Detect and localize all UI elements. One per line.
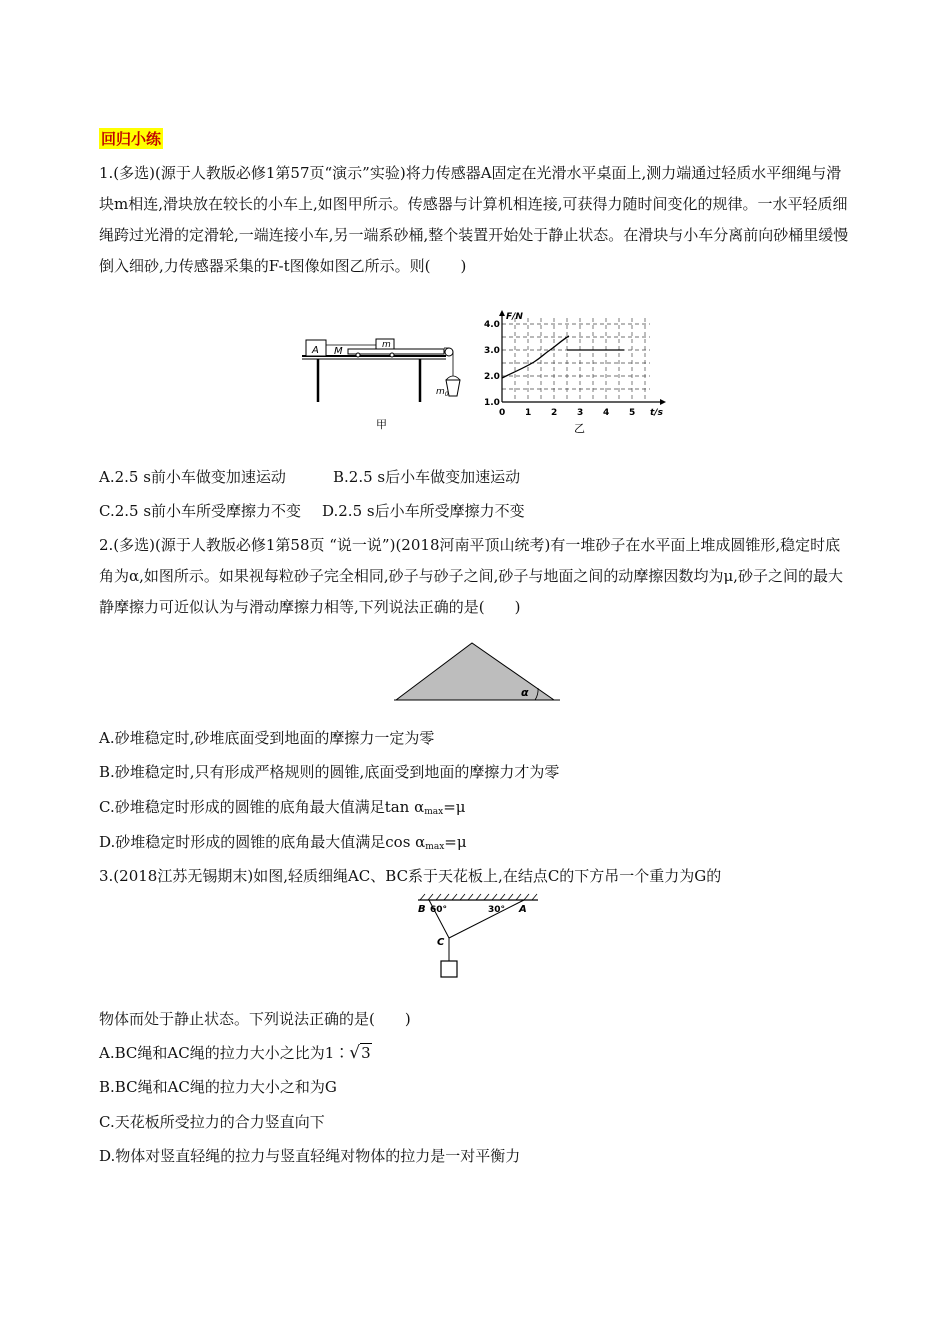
q2-option-b: B.砂堆稳定时,只有形成严格规则的圆锥,底面受到地面的摩擦力才为零 — [99, 763, 560, 781]
q3-option-c: C.天花板所受拉力的合力竖直向下 — [99, 1113, 325, 1131]
label-c: C — [437, 937, 445, 948]
y-tick-label: 4.0 — [484, 320, 500, 330]
y-axis-label: F/N — [506, 312, 523, 322]
x-tick-label: 1 — [525, 408, 532, 418]
y-tick-label: 2.0 — [484, 372, 500, 382]
q2-option-a: A.砂堆稳定时,砂堆底面受到地面的摩擦力一定为零 — [99, 729, 435, 747]
q3-option-b: B.BC绳和AC绳的拉力大小之和为G — [99, 1078, 337, 1096]
grid — [502, 318, 650, 402]
x-tick-label: 4 — [603, 408, 610, 418]
sqrt-sign: √ — [349, 1043, 361, 1063]
label-b: B — [418, 904, 426, 915]
angle-alpha-label: α — [521, 686, 529, 699]
q2-option-d: D.砂堆稳定时形成的圆锥的底角最大值满足$\cos \alpha_{max}=\mu$ — [99, 833, 467, 852]
y-axis-arrow — [499, 310, 505, 316]
cart-m-big — [348, 349, 444, 354]
pulley — [445, 348, 453, 356]
x-tick-label: 5 — [629, 408, 636, 418]
q3-option-a: A.BC绳和AC绳的拉力大小之比为1∶√3 — [99, 1043, 371, 1063]
label-cart-m: M — [334, 346, 343, 357]
x-tick-label: 2 — [551, 408, 558, 418]
q1-figure-b — [484, 310, 684, 435]
label-a: A — [312, 345, 319, 356]
q1-figure-a — [296, 330, 486, 435]
angle-30-label: 30° — [488, 905, 506, 915]
x-axis-arrow — [660, 399, 666, 405]
caption-yi: 乙 — [574, 422, 585, 435]
q2-sand-pile-figure — [394, 640, 560, 704]
q2-stem: 2.(多选)(源于人教版必修1第58页 “说一说”)(2018河南平顶山统考)有一堆砂子在水平面上堆成圆锥形,稳定时底角为α,如图所示。如果视每粒砂子完全相同,砂子与砂子之间,砂子与地面之间的动摩擦因数均为μ,砂子之间的最大静摩擦力可近似认为与滑动摩擦力相等,下列说法正确的是( ) — [99, 536, 843, 616]
q3-stem: 3.(2018江苏无锡期末)如图,轻质细绳AC、BC系于天花板上,在结点C的下方吊一个重力为G的 — [99, 867, 722, 885]
q3-rope-figure — [412, 893, 542, 985]
y-tick-label: 1.0 — [484, 398, 500, 408]
q3-stem-continued: 物体而处于静止状态。下列说法正确的是( ) — [99, 1010, 411, 1028]
x-tick-label: 0 — [499, 408, 506, 418]
label-slider-m: m — [382, 340, 391, 350]
q3-option-d: D.物体对竖直轻绳的拉力与竖直轻绳对物体的拉力是一对平衡力 — [99, 1147, 521, 1165]
sand-cone — [396, 643, 554, 700]
hanging-weight — [441, 961, 457, 977]
caption-jia: 甲 — [376, 418, 387, 431]
q1-option-a: A.2.5 s前小车做变加速运动 — [99, 468, 286, 486]
q1-option-b: B.2.5 s后小车做变加速运动 — [333, 468, 521, 486]
y-tick-label: 3.0 — [484, 346, 500, 356]
angle-60-label: 60° — [430, 905, 448, 915]
cart-wheel — [390, 353, 394, 357]
cart-wheel — [356, 353, 360, 357]
section-title: 回归小练 — [101, 130, 162, 148]
q1-stem: 1.(多选)(源于人教版必修1第57页“演示”实验)将力传感器A固定在光滑水平桌面上,测力端通过轻质水平细绳与滑块m相连,滑块放在较长的小车上,如图甲所示。传感器与计算机相连接,可获得力随时间变化的规律。一水平轻质细绳跨过光滑的定滑轮,一端连接小车,另一端系砂桶,整个装置开始处于静止状态。在滑块与小车分离前向砂桶里缓慢倒入细砂,力传感器采集的F-t图像如图乙所示。则( ) — [99, 164, 849, 275]
rope-ac — [449, 900, 524, 938]
q2-option-c: C.砂堆稳定时形成的圆锥的底角最大值满足$\tan \alpha_{max}=\mu$ — [99, 798, 466, 817]
x-axis-label: t/s — [650, 408, 663, 418]
force-curve — [502, 336, 569, 378]
x-tick-label: 3 — [577, 408, 584, 418]
label-a: A — [519, 904, 527, 915]
q1-option-d: D.2.5 s后小车所受摩擦力不变 — [322, 502, 525, 520]
ceiling-hatch — [420, 894, 537, 900]
q1-option-c: C.2.5 s前小车所受摩擦力不变 — [99, 502, 302, 520]
label-m0: $m_0$ — [436, 387, 449, 398]
